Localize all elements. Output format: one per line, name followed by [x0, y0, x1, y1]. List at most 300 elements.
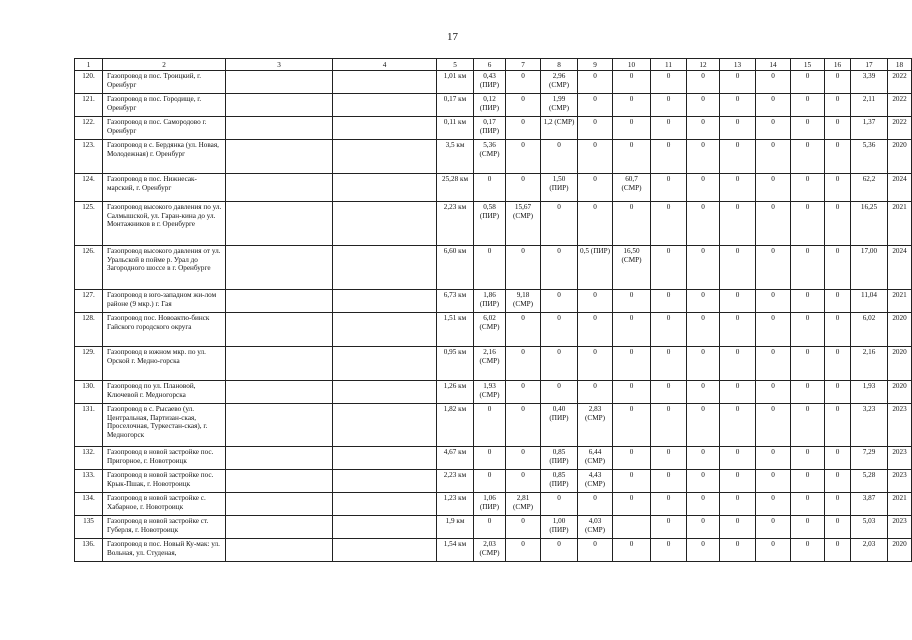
table-cell: 0: [756, 381, 791, 404]
table-cell: 0: [541, 140, 578, 174]
table-cell: 0: [720, 117, 756, 140]
table-cell: 0: [825, 347, 851, 381]
table-cell: 2,96 (СМР): [541, 71, 578, 94]
table-row: [75, 290, 912, 313]
table-cell: 0: [791, 347, 825, 381]
row-number-cell: 120.: [75, 71, 103, 94]
table-cell: 0: [474, 470, 506, 493]
table-cell: [226, 347, 333, 381]
table-cell: [226, 140, 333, 174]
table-cell: 0: [756, 516, 791, 539]
table-cell: 1,54 км: [437, 539, 474, 562]
table-cell: 0: [506, 470, 541, 493]
table-cell: 5,36 (СМР): [474, 140, 506, 174]
table-cell: 0: [506, 313, 541, 347]
table-cell: 0: [613, 117, 651, 140]
table-cell: 0: [541, 347, 578, 381]
table-cell: 4,03 (СМР): [578, 516, 613, 539]
table-cell: 0: [791, 94, 825, 117]
table-cell: 2,23 км: [437, 202, 474, 246]
table-header-row: [75, 59, 912, 71]
table-cell: 0: [541, 539, 578, 562]
table-cell: 2,83 (СМР): [578, 404, 613, 447]
table-cell: 2,23 км: [437, 470, 474, 493]
table-cell: 6,60 км: [437, 246, 474, 290]
table-cell: 1,99 (СМР): [541, 94, 578, 117]
table-cell: 0: [791, 290, 825, 313]
table-cell: [333, 94, 437, 117]
table-cell: 0: [506, 347, 541, 381]
table-cell: [226, 71, 333, 94]
table-cell: 0: [578, 381, 613, 404]
table-cell: 4,67 км: [437, 447, 474, 470]
object-name-cell: Газопровод по ул. Плановой, Ключевой г. Медногорска: [103, 381, 226, 404]
table-cell: 0: [651, 313, 687, 347]
table-cell: 0,11 км: [437, 117, 474, 140]
table-cell: 0: [506, 140, 541, 174]
object-name-cell: Газопровод в пос. Нижнесак-марский, г. Оренбург: [103, 174, 226, 202]
table-cell: 5,36: [851, 140, 888, 174]
table-cell: 0: [687, 246, 720, 290]
table-cell: 0: [651, 246, 687, 290]
table-cell: 0: [578, 174, 613, 202]
table-cell: 0,58 (ПИР): [474, 202, 506, 246]
table-cell: 0: [474, 516, 506, 539]
table-cell: 0: [791, 174, 825, 202]
table-cell: 0: [720, 290, 756, 313]
table-cell: 0: [506, 71, 541, 94]
table-cell: 0: [687, 404, 720, 447]
table-cell: 1,00 (ПИР): [541, 516, 578, 539]
table-cell: [226, 313, 333, 347]
table-cell: [333, 516, 437, 539]
table-cell: 2023: [888, 404, 912, 447]
table-row: [75, 347, 912, 381]
table-cell: 0: [756, 71, 791, 94]
table-cell: 2,11: [851, 94, 888, 117]
row-number-cell: 121.: [75, 94, 103, 117]
table-cell: 2022: [888, 117, 912, 140]
table-cell: 0: [720, 381, 756, 404]
table-cell: 0: [578, 94, 613, 117]
table-cell: [226, 94, 333, 117]
table-cell: 0: [720, 539, 756, 562]
table-cell: 0: [541, 381, 578, 404]
table-cell: 0,17 км: [437, 94, 474, 117]
object-name-cell: Газопровод высокого давления по ул. Салмышской, ул. Гаран-кина до ул. Монтажников в г. Оренбурге: [103, 202, 226, 246]
row-number-cell: 133.: [75, 470, 103, 493]
table-cell: 0: [720, 493, 756, 516]
table-cell: 0: [474, 174, 506, 202]
table-cell: 0: [651, 94, 687, 117]
table-cell: 0: [825, 246, 851, 290]
table-cell: 2022: [888, 71, 912, 94]
table-cell: 0: [756, 246, 791, 290]
table-cell: 0: [720, 94, 756, 117]
table-cell: 6,73 км: [437, 290, 474, 313]
table-cell: [226, 447, 333, 470]
table-cell: 0: [825, 174, 851, 202]
table-cell: [226, 381, 333, 404]
table-cell: 0: [613, 404, 651, 447]
table-cell: [613, 516, 651, 539]
table-cell: 2023: [888, 447, 912, 470]
row-number-cell: 127.: [75, 290, 103, 313]
table-cell: 0: [720, 140, 756, 174]
table-cell: 2024: [888, 174, 912, 202]
table-cell: 0: [687, 493, 720, 516]
table-cell: [226, 117, 333, 140]
column-header: 17: [851, 59, 888, 71]
table-cell: 0: [506, 117, 541, 140]
table-cell: 0: [825, 470, 851, 493]
table-cell: 0: [791, 246, 825, 290]
table-cell: 0: [825, 71, 851, 94]
table-cell: 0: [687, 140, 720, 174]
table-cell: 0: [651, 470, 687, 493]
table-cell: 0: [825, 404, 851, 447]
table-cell: 0: [578, 140, 613, 174]
column-header: 12: [687, 59, 720, 71]
table-cell: 0: [825, 447, 851, 470]
table-cell: 0: [613, 140, 651, 174]
table-cell: 0: [506, 174, 541, 202]
table-cell: 0: [687, 71, 720, 94]
table-cell: [226, 290, 333, 313]
table-cell: [333, 71, 437, 94]
table-cell: 0: [791, 404, 825, 447]
row-number-cell: 131.: [75, 404, 103, 447]
table-cell: 6,44 (СМР): [578, 447, 613, 470]
table-cell: 0: [825, 140, 851, 174]
table-cell: 0: [474, 447, 506, 470]
table-cell: 7,29: [851, 447, 888, 470]
table-cell: 0,85 (ПИР): [541, 447, 578, 470]
column-header: 13: [720, 59, 756, 71]
object-name-cell: Газопровод в пос. Новый Ку-мак: ул. Вольная, ул. Студеная,: [103, 539, 226, 562]
table-cell: 0,17 (ПИР): [474, 117, 506, 140]
table-cell: 0: [825, 94, 851, 117]
table-cell: 2,16 (СМР): [474, 347, 506, 381]
table-cell: 0: [687, 539, 720, 562]
table-cell: 0: [613, 202, 651, 246]
column-header: 8: [541, 59, 578, 71]
table-row: [75, 71, 912, 94]
table-cell: 2024: [888, 246, 912, 290]
table-row: [75, 516, 912, 539]
table-cell: 2,03: [851, 539, 888, 562]
table-cell: 0: [791, 140, 825, 174]
column-header: 2: [103, 59, 226, 71]
table-cell: 0: [506, 381, 541, 404]
table-cell: 0: [651, 447, 687, 470]
table-cell: 1,06 (ПИР): [474, 493, 506, 516]
table-cell: 2020: [888, 140, 912, 174]
table-cell: 0: [613, 71, 651, 94]
table-cell: [333, 347, 437, 381]
table-cell: 0: [825, 539, 851, 562]
table-cell: [333, 470, 437, 493]
column-header: 1: [75, 59, 103, 71]
table-cell: 2,03 (СМР): [474, 539, 506, 562]
table-cell: 0: [578, 539, 613, 562]
row-number-cell: 128.: [75, 313, 103, 347]
table-cell: 0: [651, 516, 687, 539]
table-cell: 0: [756, 539, 791, 562]
table-cell: 0: [687, 347, 720, 381]
object-name-cell: Газопровод в новой застройке с. Хабарное, г. Новотроицк: [103, 493, 226, 516]
table-cell: 0: [474, 404, 506, 447]
table-cell: 16,25: [851, 202, 888, 246]
object-name-cell: Газопровод в юго-западном жи-лом районе (9 мкр.) г. Гая: [103, 290, 226, 313]
table-cell: 0,43 (ПИР): [474, 71, 506, 94]
table-cell: 3,5 км: [437, 140, 474, 174]
table-cell: 0: [791, 493, 825, 516]
table-cell: 0: [541, 202, 578, 246]
table-cell: 0: [756, 174, 791, 202]
column-header: 7: [506, 59, 541, 71]
table-row: [75, 447, 912, 470]
table-cell: 2020: [888, 313, 912, 347]
row-number-cell: 125.: [75, 202, 103, 246]
table-cell: 0: [756, 202, 791, 246]
column-header: 18: [888, 59, 912, 71]
table-cell: 0: [825, 117, 851, 140]
table-cell: 0: [791, 447, 825, 470]
table-cell: 0: [791, 71, 825, 94]
table-cell: 0: [506, 516, 541, 539]
table-row: [75, 470, 912, 493]
table-cell: [226, 174, 333, 202]
table-cell: 1,23 км: [437, 493, 474, 516]
table-cell: 0: [613, 347, 651, 381]
table-cell: 1,51 км: [437, 313, 474, 347]
object-name-cell: Газопровод в южном мкр. по ул. Орской г. Медно-горска: [103, 347, 226, 381]
table-cell: 0: [720, 516, 756, 539]
table-cell: [333, 313, 437, 347]
column-header: 6: [474, 59, 506, 71]
table-cell: 0,85 (ПИР): [541, 470, 578, 493]
table-cell: 0: [474, 246, 506, 290]
table-cell: [333, 140, 437, 174]
table-cell: [226, 470, 333, 493]
column-header: 11: [651, 59, 687, 71]
table-cell: 5,28: [851, 470, 888, 493]
table-cell: [226, 202, 333, 246]
table-cell: 0: [578, 493, 613, 516]
table-cell: 0: [756, 447, 791, 470]
row-number-cell: 126.: [75, 246, 103, 290]
table-cell: [226, 539, 333, 562]
table-cell: 0: [541, 246, 578, 290]
table-cell: 0: [613, 381, 651, 404]
object-name-cell: Газопровод в новой застройке пос. Пригорное, г. Новотроицк: [103, 447, 226, 470]
table-cell: 0: [720, 447, 756, 470]
table-cell: 0: [613, 94, 651, 117]
table-cell: [333, 174, 437, 202]
row-number-cell: 123.: [75, 140, 103, 174]
table-cell: 2,81 (СМР): [506, 493, 541, 516]
table-cell: 0: [756, 347, 791, 381]
table-cell: 0: [613, 539, 651, 562]
table-row: [75, 404, 912, 447]
table-cell: 0: [613, 470, 651, 493]
table-cell: 1,37: [851, 117, 888, 140]
table-cell: 0: [687, 94, 720, 117]
object-name-cell: Газопровод высокого давления от ул. Уральской в пойме р. Урал до Загородного шоссе в г. Оренбурге: [103, 246, 226, 290]
row-number-cell: 130.: [75, 381, 103, 404]
column-header: 9: [578, 59, 613, 71]
table-cell: [226, 516, 333, 539]
table-cell: 9,18 (СМР): [506, 290, 541, 313]
table-row: [75, 539, 912, 562]
table-cell: 0: [756, 313, 791, 347]
column-header: 16: [825, 59, 851, 71]
table-cell: 0: [756, 493, 791, 516]
table-cell: 0: [756, 404, 791, 447]
table-cell: 0: [756, 290, 791, 313]
table-row: [75, 313, 912, 347]
row-number-cell: 124.: [75, 174, 103, 202]
table-cell: 2,16: [851, 347, 888, 381]
table-cell: 0: [720, 347, 756, 381]
table-cell: 2023: [888, 470, 912, 493]
table-cell: [333, 447, 437, 470]
table-cell: 2022: [888, 94, 912, 117]
table-cell: 0: [687, 447, 720, 470]
table-cell: 0: [720, 404, 756, 447]
table-cell: 2020: [888, 539, 912, 562]
table-cell: 0: [791, 202, 825, 246]
table-cell: 0: [578, 71, 613, 94]
table-cell: 0: [756, 94, 791, 117]
table-cell: [333, 290, 437, 313]
table-cell: 0: [613, 447, 651, 470]
object-name-cell: Газопровод в с. Бердянка (ул. Новая, Молодежная) г. Оренбург: [103, 140, 226, 174]
table-cell: 2021: [888, 202, 912, 246]
object-name-cell: Газопровод в новой застройке пос. Крык-Пшак, г. Новотроицк: [103, 470, 226, 493]
object-name-cell: Газопровод в пос. Самородово г. Оренбург: [103, 117, 226, 140]
table-cell: 0: [720, 174, 756, 202]
row-number-cell: 129.: [75, 347, 103, 381]
table-cell: 1,82 км: [437, 404, 474, 447]
table-cell: 0: [720, 313, 756, 347]
data-table: [74, 58, 912, 562]
table-row: [75, 94, 912, 117]
table-cell: 0: [687, 313, 720, 347]
table-cell: [333, 202, 437, 246]
column-header: 14: [756, 59, 791, 71]
table-cell: 0: [578, 290, 613, 313]
column-header: 15: [791, 59, 825, 71]
table-cell: 6,02 (СМР): [474, 313, 506, 347]
table-cell: 5,03: [851, 516, 888, 539]
column-header: 3: [226, 59, 333, 71]
table-cell: 0: [578, 313, 613, 347]
table-cell: 3,23: [851, 404, 888, 447]
table-cell: 0: [756, 140, 791, 174]
table-cell: 0: [720, 202, 756, 246]
table-cell: 3,39: [851, 71, 888, 94]
table-cell: 0: [791, 381, 825, 404]
column-header: 5: [437, 59, 474, 71]
object-name-cell: Газопровод в с. Рысаево (ул. Центральная, Партизан-ская, Проселочная, Туркестан-ская), г. Медногорск: [103, 404, 226, 447]
table-cell: 0: [506, 404, 541, 447]
table-cell: 0: [791, 539, 825, 562]
table-cell: 0: [651, 539, 687, 562]
row-number-cell: 136.: [75, 539, 103, 562]
table-cell: 0: [651, 140, 687, 174]
table-cell: 1,01 км: [437, 71, 474, 94]
row-number-cell: 135: [75, 516, 103, 539]
table-cell: 17,00: [851, 246, 888, 290]
table-cell: 0: [756, 470, 791, 493]
table-cell: 0: [791, 117, 825, 140]
table-cell: 0: [578, 202, 613, 246]
table-cell: 0,95 км: [437, 347, 474, 381]
table-cell: 0: [687, 516, 720, 539]
table-cell: 2021: [888, 290, 912, 313]
table-cell: 0: [541, 493, 578, 516]
table-cell: 0: [651, 381, 687, 404]
table-cell: 0: [825, 290, 851, 313]
table-cell: 0: [687, 381, 720, 404]
table-cell: 0: [720, 246, 756, 290]
column-header: 10: [613, 59, 651, 71]
table-cell: 0: [541, 313, 578, 347]
table-cell: 60,7 (СМР): [613, 174, 651, 202]
table-cell: 0: [651, 174, 687, 202]
table-cell: 1,2 (СМР): [541, 117, 578, 140]
table-cell: 2021: [888, 493, 912, 516]
table-cell: 0: [687, 290, 720, 313]
table-cell: [333, 117, 437, 140]
table-cell: 0: [825, 516, 851, 539]
table-cell: [333, 381, 437, 404]
table-cell: 1,9 км: [437, 516, 474, 539]
table-cell: 0: [506, 539, 541, 562]
table-cell: 0: [651, 290, 687, 313]
table-cell: 0: [613, 493, 651, 516]
table-cell: 0: [506, 94, 541, 117]
table-row: [75, 202, 912, 246]
table-cell: 6,02: [851, 313, 888, 347]
row-number-cell: 134.: [75, 493, 103, 516]
table-cell: [333, 404, 437, 447]
table-cell: 0: [720, 470, 756, 493]
table-cell: [226, 404, 333, 447]
table-cell: 1,86 (ПИР): [474, 290, 506, 313]
object-name-cell: Газопровод в пос. Городище, г. Оренбург: [103, 94, 226, 117]
table-cell: 0: [651, 493, 687, 516]
row-number-cell: 132.: [75, 447, 103, 470]
table-cell: 0: [720, 71, 756, 94]
object-name-cell: Газопровод в пос. Троицкий, г. Оренбург: [103, 71, 226, 94]
table-cell: 0: [651, 404, 687, 447]
table-cell: 0: [825, 381, 851, 404]
table-cell: 2020: [888, 347, 912, 381]
table-cell: [226, 246, 333, 290]
table-cell: 0: [825, 493, 851, 516]
table-row: [75, 246, 912, 290]
table-cell: 0: [651, 202, 687, 246]
table-cell: 0: [791, 470, 825, 493]
table-cell: 0: [541, 290, 578, 313]
table-cell: 0: [825, 202, 851, 246]
column-header: 4: [333, 59, 437, 71]
table-cell: 62,2: [851, 174, 888, 202]
table-row: [75, 493, 912, 516]
